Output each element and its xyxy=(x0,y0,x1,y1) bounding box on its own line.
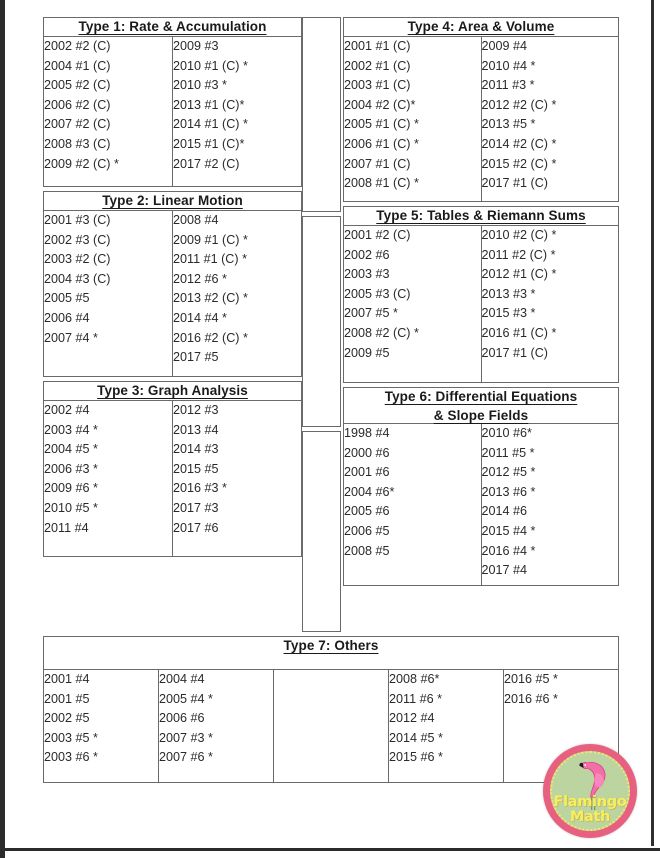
ap-calculus-frq-index-sheet xyxy=(43,17,619,783)
list-item: 2001 #5 xyxy=(44,691,90,706)
list-item: 2000 #6 xyxy=(344,445,390,460)
type-3-header-row xyxy=(44,382,302,401)
type-3-header-cell xyxy=(44,382,302,401)
type-1-title: Type 1: Rate & Accumulation xyxy=(78,19,267,34)
list-item: 2004 #3 (C) xyxy=(44,271,111,286)
type-4-body-row xyxy=(344,37,619,202)
list-item: 2009 #2 (C) * xyxy=(44,156,119,171)
list-item: 2017 #6 xyxy=(173,520,219,535)
list-item: 2010 #1 (C) * xyxy=(173,58,248,73)
type-3-title: Type 3: Graph Analysis xyxy=(97,383,248,398)
list-item: 2004 #4 xyxy=(159,672,205,686)
list-item: 2015 #5 xyxy=(173,461,219,476)
type-6-title: Type 6: Differential Equations xyxy=(384,389,578,404)
list-item: 2001 #6 xyxy=(344,465,390,480)
list-item: 2007 #5 * xyxy=(344,306,398,321)
list-item: 2015 #3 * xyxy=(481,306,536,321)
type-2-column-2 xyxy=(173,211,302,377)
list-item: 2011 #5 * xyxy=(481,445,535,460)
type-4-header-cell xyxy=(344,18,619,37)
type-2-title: Type 2: Linear Motion xyxy=(102,193,243,208)
type-7-header-row xyxy=(44,637,619,670)
list-item: 2013 #2 (C) * xyxy=(173,291,248,306)
type-1-column-2 xyxy=(173,37,302,187)
list-item: 2008 #6* xyxy=(389,672,440,686)
list-item: 2001 #3 (C) xyxy=(44,213,111,227)
type-6-header-cell xyxy=(344,388,619,424)
list-item: 2003 #6 * xyxy=(44,750,98,765)
list-item: 2006 #4 xyxy=(44,310,90,325)
list-item: 2005 #1 (C) * xyxy=(344,117,419,132)
list-item: 2001 #1 (C) xyxy=(344,39,411,53)
section-type-1 xyxy=(43,17,302,187)
type-5-body-row xyxy=(344,226,619,383)
list-item: 2012 #4 xyxy=(389,711,435,726)
type-5-column-1 xyxy=(344,226,482,383)
type-6-column-2 xyxy=(481,424,619,586)
list-item: 2004 #1 (C) xyxy=(44,58,111,73)
list-item: 2006 #1 (C) * xyxy=(344,136,419,151)
list-item: 2006 #6 xyxy=(159,711,205,726)
list-item: 2012 #5 * xyxy=(481,465,536,480)
type-4-column-1 xyxy=(344,37,482,202)
type-2-table xyxy=(43,191,302,377)
list-item: 2010 #2 (C) * xyxy=(481,228,557,242)
list-item: 2007 #6 * xyxy=(159,750,213,765)
list-item: 2012 #6 * xyxy=(173,271,227,286)
page-scan-edge-bottom xyxy=(0,848,660,851)
list-item: 2002 #6 xyxy=(344,247,390,262)
list-item: 2008 #4 xyxy=(173,213,219,227)
type-2-body-row xyxy=(44,211,302,377)
type-7-spacer-column xyxy=(274,670,389,783)
list-item: 2016 #2 (C) * xyxy=(173,330,248,345)
spacer-box-bottom xyxy=(302,431,341,632)
type-6-table xyxy=(343,387,619,586)
list-item: 2009 #1 (C) * xyxy=(173,232,248,247)
list-item: 2005 #4 * xyxy=(159,691,213,706)
list-item: 2005 #2 (C) xyxy=(44,78,111,93)
list-item: 2001 #4 xyxy=(44,672,90,686)
type-6-body-row xyxy=(344,424,619,586)
list-item: 2011 #1 (C) * xyxy=(173,252,247,267)
section-type-2 xyxy=(43,191,302,377)
two-column-layout xyxy=(43,17,619,632)
list-item: 2003 #1 (C) xyxy=(344,78,411,93)
list-item: 2004 #2 (C)* xyxy=(344,97,416,112)
list-item: 2013 #5 * xyxy=(481,117,536,132)
list-item: 2010 #4 * xyxy=(481,58,536,73)
section-type-4 xyxy=(343,17,619,202)
logo-inner-circle xyxy=(550,751,630,831)
spacer-box-top xyxy=(302,17,341,212)
list-item: 2011 #3 * xyxy=(481,78,535,93)
type-2-header-cell xyxy=(44,192,302,211)
list-item: 2007 #4 * xyxy=(44,330,98,345)
list-item: 2003 #2 (C) xyxy=(44,252,111,267)
list-item: 2007 #1 (C) xyxy=(344,156,411,171)
list-item: 2014 #1 (C) * xyxy=(173,117,248,132)
list-item: 2011 #4 xyxy=(44,520,89,535)
type-1-table xyxy=(43,17,302,187)
type-2-header-row xyxy=(44,192,302,211)
list-item: 2008 #2 (C) * xyxy=(344,325,419,340)
page-scan-edge-right xyxy=(651,0,654,846)
type-7-column-3 xyxy=(389,670,504,783)
logo-line-2: Math xyxy=(569,809,611,826)
list-item: 2002 #4 xyxy=(44,403,90,417)
spacer-box-middle xyxy=(302,216,341,427)
list-item: 2014 #6 xyxy=(481,504,528,519)
type-7-title: Type 7: Others xyxy=(283,638,379,653)
list-item: 2007 #3 * xyxy=(159,730,213,745)
list-item: 2017 #1 (C) xyxy=(481,176,549,191)
type-1-body-row xyxy=(44,37,302,187)
type-4-title: Type 4: Area & Volume xyxy=(407,19,555,34)
type-6-column-1 xyxy=(344,424,482,586)
list-item: 2003 #5 * xyxy=(44,730,98,745)
list-item: 2012 #2 (C) * xyxy=(481,97,557,112)
list-item: 2015 #6 * xyxy=(389,750,443,765)
list-item: 2014 #5 * xyxy=(389,730,443,745)
list-item: 2004 #6* xyxy=(344,484,395,499)
list-item: 2006 #3 * xyxy=(44,461,98,476)
left-column xyxy=(43,17,302,557)
list-item: 2002 #2 (C) xyxy=(44,39,111,53)
list-item: 2009 #5 xyxy=(344,345,390,360)
list-item: 2016 #1 (C) * xyxy=(481,325,557,340)
list-item: 1998 #4 xyxy=(344,426,390,440)
list-item: 2014 #4 * xyxy=(173,310,227,325)
type-2-column-1 xyxy=(44,211,173,377)
type-5-title: Type 5: Tables & Riemann Sums xyxy=(376,208,586,223)
list-item: 2015 #2 (C) * xyxy=(481,156,557,171)
page-scan-edge-left xyxy=(0,0,5,858)
type-6-title-line-2: & Slope Fields xyxy=(433,408,529,423)
list-item: 2010 #3 * xyxy=(173,78,227,93)
list-item: 2005 #5 xyxy=(44,291,90,306)
type-3-column-2 xyxy=(173,401,302,557)
list-item: 2007 #2 (C) xyxy=(44,117,111,132)
list-item: 2016 #6 * xyxy=(504,691,558,706)
list-item: 2011 #2 (C) * xyxy=(481,247,556,262)
list-item: 2002 #5 xyxy=(44,711,90,726)
type-7-body-row xyxy=(44,670,619,783)
section-type-3 xyxy=(43,381,302,557)
type-5-table xyxy=(343,206,619,383)
list-item: 2014 #3 xyxy=(173,442,219,457)
list-item: 2009 #4 xyxy=(481,39,528,53)
right-column xyxy=(343,17,619,586)
list-item: 2005 #3 (C) xyxy=(344,286,411,301)
list-item: 2009 #3 xyxy=(173,39,219,53)
type-7-column-2 xyxy=(159,670,274,783)
list-item: 2016 #5 * xyxy=(504,672,558,686)
list-item: 2010 #6* xyxy=(481,426,532,440)
list-item: 2012 #3 xyxy=(173,403,219,417)
list-item: 2008 #5 xyxy=(344,543,390,558)
list-item: 2003 #3 xyxy=(344,267,390,282)
list-item: 2013 #4 xyxy=(173,422,219,437)
list-item: 2001 #2 (C) xyxy=(344,228,411,242)
list-item: 2006 #5 xyxy=(344,523,390,538)
list-item: 2016 #4 * xyxy=(481,543,536,558)
type-3-table xyxy=(43,381,302,557)
type-6-header-row xyxy=(344,388,619,424)
list-item: 2004 #5 * xyxy=(44,442,98,457)
list-item: 2013 #6 * xyxy=(481,484,536,499)
type-5-header-row xyxy=(344,207,619,226)
type-7-header-cell xyxy=(44,637,619,670)
center-spacer-column xyxy=(302,17,343,632)
list-item: 2017 #5 xyxy=(173,350,219,365)
list-item: 2013 #3 * xyxy=(481,286,536,301)
list-item: 2017 #1 (C) xyxy=(481,345,549,360)
type-1-column-1 xyxy=(44,37,173,187)
list-item: 2011 #6 * xyxy=(389,691,442,706)
section-type-5 xyxy=(343,206,619,383)
logo-wordmark xyxy=(552,795,628,825)
list-item: 2017 #2 (C) xyxy=(173,156,240,171)
list-item: 2017 #4 xyxy=(481,563,528,578)
list-item: 2016 #3 * xyxy=(173,481,227,496)
type-7-column-1 xyxy=(44,670,159,783)
list-item: 2013 #1 (C)* xyxy=(173,97,245,112)
list-item: 2015 #4 * xyxy=(481,523,536,538)
list-item: 2002 #1 (C) xyxy=(344,58,411,73)
list-item: 2012 #1 (C) * xyxy=(481,267,557,282)
section-type-6 xyxy=(343,387,619,586)
list-item: 2003 #4 * xyxy=(44,422,98,437)
list-item: 2014 #2 (C) * xyxy=(481,136,557,151)
type-3-body-row xyxy=(44,401,302,557)
list-item: 2010 #5 * xyxy=(44,500,98,515)
type-1-header-cell xyxy=(44,18,302,37)
type-4-header-row xyxy=(344,18,619,37)
list-item: 2009 #6 * xyxy=(44,481,98,496)
list-item: 2017 #3 xyxy=(173,500,219,515)
type-3-column-1 xyxy=(44,401,173,557)
type-1-header-row xyxy=(44,18,302,37)
list-item: 2006 #2 (C) xyxy=(44,97,111,112)
list-item: 2002 #3 (C) xyxy=(44,232,111,247)
type-5-column-2 xyxy=(481,226,619,383)
flamingo-math-logo xyxy=(543,744,637,838)
list-item: 2008 #3 (C) xyxy=(44,136,111,151)
logo-line-1: Flamingo xyxy=(553,794,627,811)
type-7-table xyxy=(43,636,619,783)
section-type-7 xyxy=(43,636,619,783)
type-4-table xyxy=(343,17,619,202)
type-4-column-2 xyxy=(481,37,619,202)
list-item: 2005 #6 xyxy=(344,504,390,519)
type-5-header-cell xyxy=(344,207,619,226)
list-item: 2015 #1 (C)* xyxy=(173,136,245,151)
list-item: 2008 #1 (C) * xyxy=(344,176,419,191)
